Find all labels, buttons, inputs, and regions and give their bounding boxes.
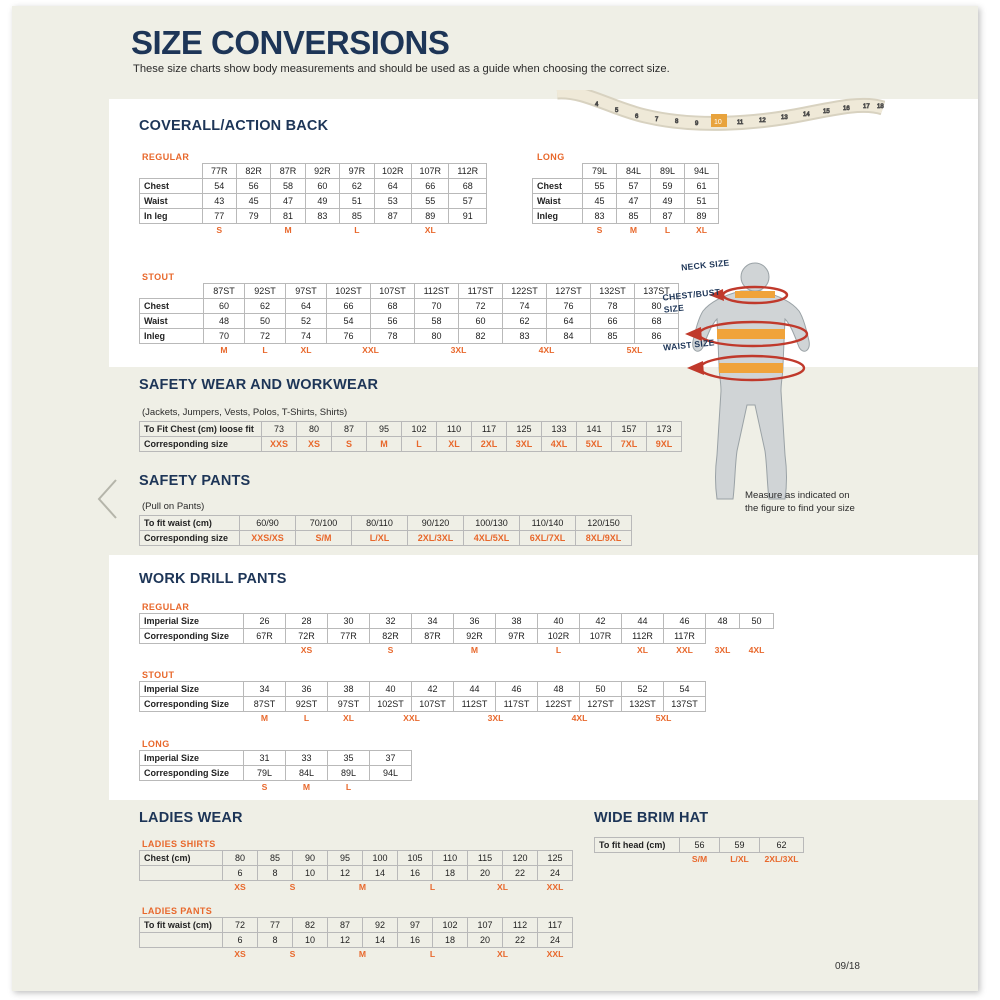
- table-hat: [594, 837, 804, 866]
- table-workdrill-long: [139, 750, 412, 794]
- table-row-sizes: M L XL XXL 3XL 4XL 5XL: [220, 345, 643, 356]
- table-row: To fit waist (cm) 72 77 82 87 92 97 102 107 112 117: [140, 918, 573, 933]
- table-ladies-pants: [139, 917, 573, 961]
- table-row-sizes: S M L XL: [216, 225, 436, 236]
- svg-text:18: 18: [877, 104, 884, 110]
- svg-text:5: 5: [615, 108, 619, 114]
- table-row: Chest 54 56 58 60 62 64 66 68: [140, 179, 487, 194]
- table-row: 77R 82R 87R 92R 97R 102R 107R 112R: [140, 164, 487, 179]
- section-title-workdrill: WORK DRILL PANTS: [139, 571, 287, 587]
- label-coverall-stout: STOUT: [142, 272, 175, 282]
- page-title: SIZE CONVERSIONS: [131, 24, 450, 61]
- table-row: Corresponding size XXS XS S M L XL 2XL 3XL 4XL 5XL 7XL 9XL: [140, 437, 682, 452]
- section-title-safetywear: SAFETY WEAR AND WORKWEAR: [139, 377, 379, 393]
- table-coverall-long: [532, 163, 719, 237]
- table-row: Imperial Size 26 28 30 32 34 36 38 40 42 44 46 48 50: [140, 614, 774, 629]
- table-row: Chest 60 62 64 66 68 70 72 74 76 78 80: [140, 299, 679, 314]
- svg-text:4: 4: [595, 102, 599, 108]
- table-row: Corresponding size XXS/XS S/M L/XL 2XL/3XL 4XL/5XL 6XL/7XL 8XL/9XL: [140, 531, 632, 546]
- svg-text:6: 6: [635, 114, 639, 120]
- table-row: Waist 43 45 47 49 51 53 55 57: [140, 194, 487, 209]
- label-workdrill-regular: REGULAR: [142, 602, 190, 612]
- table-row-sizes: XS S M L XL XXL 3XL 4XL: [300, 645, 765, 656]
- svg-text:14: 14: [803, 112, 810, 118]
- label-workdrill-stout: STOUT: [142, 670, 175, 680]
- section-title-coverall: COVERALL/ACTION BACK: [139, 118, 329, 134]
- table-row-sizes: S M L: [261, 782, 352, 793]
- table-row: In leg 77 79 81 83 85 87 89 91: [140, 209, 487, 224]
- document-code: 09/18: [834, 961, 860, 972]
- note-safetypants: (Pull on Pants): [142, 501, 205, 512]
- svg-text:17: 17: [863, 104, 870, 110]
- table-row: 79L 84L 89L 94L: [533, 164, 719, 179]
- table-safetywear: [139, 421, 682, 452]
- svg-text:7: 7: [655, 117, 659, 123]
- label-coverall-long: LONG: [537, 152, 565, 162]
- table-safetypants: [139, 515, 632, 546]
- table-ladies-shirts: [139, 850, 573, 894]
- table-row: Corresponding Size 87ST 92ST 97ST 102ST 107ST 112ST 117ST 122ST 127ST 132ST 137ST: [140, 697, 706, 712]
- note-safetywear: (Jackets, Jumpers, Vests, Polos, T-Shirts, Shirts): [142, 407, 348, 418]
- table-row: Inleg 70 72 74 76 78 80 82 83 84 85 86: [140, 329, 679, 344]
- label-coverall-regular: REGULAR: [142, 152, 190, 162]
- table-row-sizes: S/M L/XL 2XL/3XL: [691, 854, 799, 865]
- chevron-left-icon: [96, 478, 118, 520]
- table-workdrill-regular: [139, 613, 774, 657]
- figure-label-neck: NECK SIZE: [680, 257, 730, 273]
- table-row: Imperial Size 31 33 35 37: [140, 751, 412, 766]
- table-row: Corresponding Size 67R 72R 77R 82R 87R 92R 97R 102R 107R 112R 117R: [140, 629, 774, 644]
- section-title-hat: WIDE BRIM HAT: [594, 810, 709, 826]
- table-row: Chest 55 57 59 61: [533, 179, 719, 194]
- label-ladies-shirts: LADIES SHIRTS: [142, 839, 216, 849]
- table-row: 6 8 10 12 14 16 18 20 22 24: [140, 866, 573, 881]
- tape-measure-icon: [555, 90, 885, 145]
- table-row: Imperial Size 34 36 38 40 42 44 46 48 50 52 54: [140, 682, 706, 697]
- svg-text:15: 15: [823, 109, 830, 115]
- table-row-sizes: M L XL XXL 3XL 4XL 5XL: [260, 713, 672, 724]
- table-workdrill-stout: [139, 681, 706, 725]
- table-row: To Fit Chest (cm) loose fit 73 80 87 95 102 110 117 125 133 141 157 173: [140, 422, 682, 437]
- label-workdrill-long: LONG: [142, 739, 170, 749]
- figure-label-chest: CHEST/BUST SIZE: [662, 286, 721, 315]
- section-title-ladies: LADIES WEAR: [139, 810, 243, 826]
- table-row: To fit waist (cm) 60/90 70/100 80/110 90/120 100/130 110/140 120/150: [140, 516, 632, 531]
- table-coverall-regular: [139, 163, 487, 237]
- page-subtitle: These size charts show body measurements and should be used as a guide when choosing the correct size.: [133, 63, 670, 75]
- svg-text:8: 8: [675, 119, 679, 125]
- table-row: Corresponding Size 79L 84L 89L 94L: [140, 766, 412, 781]
- label-ladies-pants: LADIES PANTS: [142, 906, 213, 916]
- table-row: Inleg 83 85 87 89: [533, 209, 719, 224]
- table-row: To fit head (cm) 56 59 62: [595, 838, 804, 853]
- svg-text:13: 13: [781, 115, 788, 121]
- table-row-sizes: XS S M L XL XXL: [234, 949, 564, 960]
- table-row: 87ST 92ST 97ST 102ST 107ST 112ST 117ST 122ST 127ST 132ST 137ST: [140, 284, 679, 299]
- table-row: Waist 45 47 49 51: [533, 194, 719, 209]
- svg-text:11: 11: [737, 120, 744, 126]
- table-row-sizes: S M L XL: [596, 225, 707, 236]
- table-row: Chest (cm) 80 85 90 95 100 105 110 115 120 125: [140, 851, 573, 866]
- svg-text:10: 10: [714, 119, 722, 126]
- table-coverall-stout: [139, 283, 679, 357]
- table-row-sizes: XS S M L XL XXL: [234, 882, 564, 893]
- figure-caption: Measure as indicated on the figure to find your size: [745, 490, 855, 514]
- svg-text:9: 9: [695, 121, 699, 127]
- table-row: 6 8 10 12 14 16 18 20 22 24: [140, 933, 573, 948]
- svg-text:16: 16: [843, 106, 850, 112]
- table-row: Waist 48 50 52 54 56 58 60 62 64 66 68: [140, 314, 679, 329]
- figure-label-waist: WAIST SIZE: [662, 337, 716, 353]
- section-title-safetypants: SAFETY PANTS: [139, 473, 251, 489]
- svg-text:12: 12: [759, 118, 766, 124]
